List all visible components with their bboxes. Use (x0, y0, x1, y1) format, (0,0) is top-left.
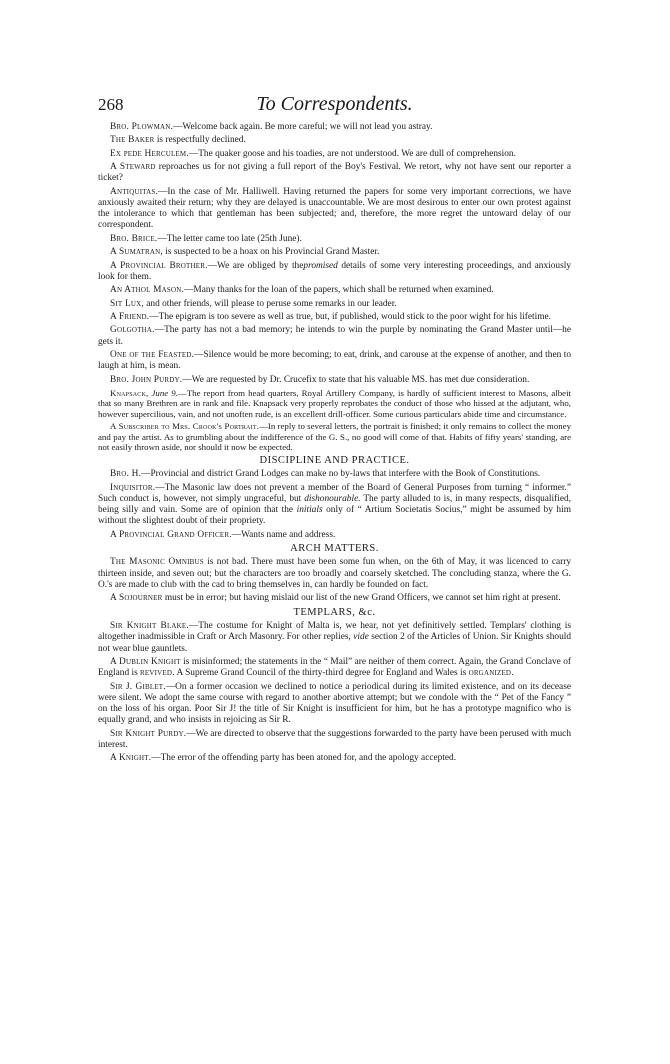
correspondent-entry (98, 261, 571, 283)
correspondent-name: A Provincial Grand Officer. (110, 529, 232, 540)
entry-body: is not bad. There must have been some fun when, on the 6th of May, it was licenced to carry thirteen inside, and seven out; but the characters are too broadly and coarsely sketched. The concluding stanza, where the G. O.'s are made to club with the cad to bring themselves in, can hardly be founded on fact. (98, 557, 572, 590)
entry-body: The party has not a bad memory; he intends to win the purple by nominating the Grand Master until—he gets it. (98, 325, 571, 347)
entry-separator: — (165, 681, 176, 692)
section-heading-discipline: DISCIPLINE AND PRACTICE. (259, 454, 410, 466)
entry-separator: — (173, 122, 183, 132)
correspondent-entry (98, 325, 571, 347)
correspondent-entry (98, 729, 571, 751)
entry-separator: — (141, 469, 151, 480)
correspondent-name: A Friend. (110, 311, 150, 322)
correspondent-name: A Subscriber to Mrs. Crook's Portrait. (110, 421, 260, 432)
entry-body: The epigram is too severe as well as true, but, if published, would stick to the poor wight for his lifetime. (158, 311, 551, 322)
entry-emphasis: organized. (468, 668, 514, 679)
entry-body: In the case of Mr. Halliwell. Having returned the papers for some very important corrections, we have anxiously awaited their return; why they are delayed is unaccountable. We are most desirous to enter our own protest against the intolerance to which that gentleman has been subjected; and, therefore, the more regret the untoward delay of our correspondent. (98, 186, 571, 231)
entry-body: is misinformed; the statements in the “ Mail” are neither of them correct. Again, the Grand Conclave of England is (98, 656, 572, 679)
entry-body: The quaker goose and his toadies, are not understood. We are dull of comprehension. (198, 148, 516, 159)
entry-separator: — (186, 728, 196, 739)
entry-body: On a former occasion we declined to notice a periodical during its limited existence, and on its decease were silent. We adopt the same course with regard to another abortive attempt; but we condole with the “ Pet of the Fancy ” on the loss of his organ. Poor Sir J! the title of Sir Knight is insufficient for him, but he has a prototype magnifico who is equally grand, and who insists in rejoicing as Sir R. (98, 681, 571, 726)
entry-separator: — (155, 482, 165, 493)
correspondent-entry (98, 753, 571, 764)
entry-separator: — (188, 621, 199, 632)
entry-emphasis: revived. (140, 668, 175, 679)
entry-body: We are requested by Dr. Crucefix to state that his valuable MS. has met due consideration. (191, 374, 530, 385)
correspondent-name: Antiquitas. (110, 186, 159, 197)
entry-separator: — (149, 311, 159, 322)
correspondent-name: A Dublin Knight (110, 656, 181, 667)
correspondent-name: A Steward (110, 162, 156, 173)
correspondent-entry (98, 312, 571, 323)
entry-body: The Masonic law does not prevent a member of the Board of General Purposes from turning “ informer.” Such conduct is, however, not simply ungraceful, but (98, 482, 571, 504)
page (98, 92, 571, 1032)
correspondent-entry (98, 388, 571, 419)
correspondents-list (98, 122, 571, 453)
entry-separator: — (231, 529, 242, 540)
correspondent-name: The Masonic Omnibus (110, 557, 204, 568)
correspondent-name: A Provincial Brother. (110, 260, 208, 271)
entry-body-cont: details of some very interesting proceedings, and anxiously look for them. (98, 260, 571, 282)
correspondent-entry (98, 350, 571, 372)
entry-separator: — (151, 753, 161, 764)
correspondent-name: Bro. Brice. (110, 233, 158, 244)
section-heading-arch: ARCH MATTERS. (290, 542, 379, 554)
entry-body: is respectfully declined. (156, 135, 246, 146)
correspondent-entry (98, 187, 571, 232)
templars-list (98, 621, 571, 764)
correspondent-name: Bro. Plowman. (110, 122, 174, 132)
page-header (98, 92, 571, 122)
entry-separator: — (259, 421, 268, 432)
entry-body: is suspected to be a hoax on his Provincial Grand Master. (165, 247, 380, 258)
discipline-list (98, 469, 571, 541)
correspondent-entry (98, 483, 571, 528)
correspondent-name: Inquisitor. (110, 482, 156, 493)
correspondent-name: A Sumatran, (110, 247, 163, 258)
correspondent-name: A Knight. (110, 753, 152, 764)
correspondent-entry (98, 593, 571, 604)
correspondent-entry (98, 135, 571, 146)
correspondent-name: Golgotha. (110, 325, 155, 336)
correspondent-entry (98, 421, 571, 452)
entry-separator: — (188, 148, 199, 159)
entry-date: June 9. (151, 387, 178, 398)
entry-separator: — (157, 233, 167, 244)
entry-body-cont: only of “ Artium Societatis Socius,” might be assumed by him without the slightest doubt of their propriety. (98, 505, 571, 527)
correspondent-entry (98, 375, 571, 386)
entry-emphasis: dishonourable. (304, 493, 361, 504)
entry-body: Many thanks for the loan of the papers, which shall be returned when examined. (193, 285, 494, 296)
entry-separator: — (207, 260, 218, 271)
entry-emphasis: promised (303, 260, 338, 271)
correspondent-entry (98, 657, 571, 679)
correspondent-entry (98, 469, 571, 480)
correspondent-name: Sir Knight Blake. (110, 621, 189, 632)
entry-body: We are obliged by the (217, 260, 304, 271)
correspondent-name: Ex pede Herculem. (110, 148, 189, 159)
correspondent-entry (98, 530, 571, 541)
correspondent-entry (98, 557, 571, 591)
entry-body: reproaches us for not giving a full report of the Boy's Festival. We retort, why not have sent our reporter a ticket? (98, 162, 572, 184)
correspondent-name: Bro. H. (110, 469, 142, 480)
entry-separator: — (184, 285, 194, 296)
correspondent-name: An Athol Mason. (110, 285, 185, 296)
correspondent-entry (98, 247, 571, 258)
correspondent-entry (98, 682, 571, 727)
correspondent-name: One of the Feasted. (110, 349, 195, 360)
correspondent-name: Sir Knight Purdy. (110, 728, 187, 739)
entry-body: The error of the offending party has been atoned for, and the apology accepted. (160, 753, 457, 764)
correspondent-entry (98, 299, 571, 310)
entry-body: —The report from head quarters, Royal Artillery Company, is hardly of sufficient interest to Masons, albeit that so many Brethren are in rank and file. Knapsack very properly reprobates the conduct of those who hissed at the adjutant, who, however supercilious, vain, and not unoften rude, is an excellent drill-officer. Some curious particulars abide time and circumstance. (98, 387, 571, 419)
entry-emphasis: initials (296, 505, 323, 515)
entry-body: Welcome back again. Be more careful; we will not lead you astray. (182, 122, 433, 132)
correspondent-entry (98, 122, 571, 133)
correspondent-entry (98, 162, 571, 184)
correspondent-entry (98, 285, 571, 296)
entry-body-cont: A Supreme Grand Council of the thirty-third degree for England and Wales is (174, 668, 469, 679)
running-title: To Correspondents. (256, 93, 413, 115)
section-heading-templars: TEMPLARS, &c. (293, 606, 376, 618)
entry-separator: — (182, 374, 192, 385)
entry-body: must be in error; but having mislaid our list of the new Grand Officers, we cannot set him right at present. (164, 593, 561, 604)
entry-body: The letter came too late (25th June). (166, 233, 302, 244)
entry-separator: — (194, 349, 204, 360)
entry-body: The costume for Knight of Malta is, we hear, not yet definitively settled. Templars' clothing is altogether inadmissible in Craft or Arch Masonry. For other replies, (98, 621, 571, 643)
entry-body: Provincial and district Grand Lodges can make no by-laws that interfere with the Book of Constitutions. (150, 469, 541, 480)
arch-list (98, 557, 571, 604)
page-number: 268 (98, 95, 124, 114)
entry-body: We are directed to observe that the suggestions forwarded to the party have been perused with much interest. (98, 728, 571, 750)
correspondent-entry (98, 621, 571, 655)
correspondent-name: Sir J. Giblet. (110, 681, 166, 692)
correspondent-name: The Baker (110, 135, 155, 146)
correspondent-entry (98, 234, 571, 245)
correspondent-name: Sit Lux, (110, 298, 144, 309)
entry-separator: — (158, 186, 168, 197)
correspondent-name: A Sojourner (110, 593, 163, 604)
entry-body-cont: section 2 of the Articles of Union. Sir Knights should not wear blue gauntlets. (98, 632, 572, 654)
entry-body: In reply to several letters, the portrait is finished; it only remains to collect the money and pay the artist. As to grumbling about the indifference of the G. S., no good will come of that. Habits of fifty years' standing, are not easily thrown aside, nor should it now be expected. (98, 421, 572, 453)
entry-emphasis: vide (353, 632, 369, 643)
entry-body: Silence would be more becoming; to eat, drink, and carouse at the expense of another, and then to laugh at him, is mean. (98, 349, 571, 372)
entry-body: and other friends, will please to peruse some remarks in our leader. (146, 298, 397, 309)
correspondent-entry (98, 149, 571, 160)
entry-separator: — (154, 325, 165, 336)
entry-body-cont: The party alluded to is, in many respects, disqualified, being silly and vain. Some are of opinion that the (98, 493, 571, 515)
correspondent-name: Bro. John Purdy. (110, 374, 183, 385)
correspondent-name: Knapsack, (110, 387, 149, 398)
entry-body: Wants name and address. (241, 529, 336, 540)
